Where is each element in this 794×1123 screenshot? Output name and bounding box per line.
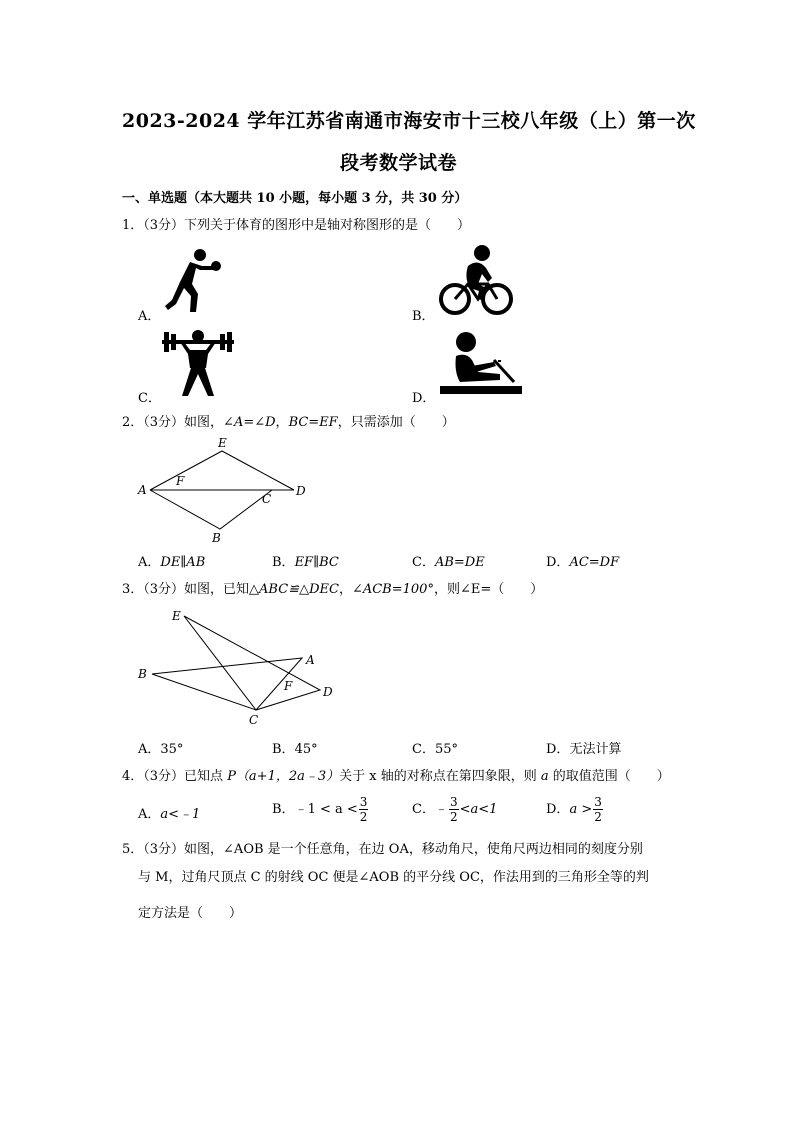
q3-label-f: F [284,679,293,693]
volleyball-player-icon [160,248,224,316]
q2-condition-angles: ∠A=∠D [223,415,276,430]
q2-option-c-letter: C． [412,555,435,570]
q2-condition-sides: BC=EF [288,415,338,430]
q2-option-d-letter: D． [546,555,570,570]
q1-option-c-label: C． [138,391,161,406]
q2-option-c [412,551,485,570]
q4-option-d-denominator: 2 [594,810,602,824]
q1-option-a-label: A． [138,309,161,324]
q2-option-a-letter: A． [138,555,161,570]
q3-label-d: D [323,685,333,699]
q4-option-d-numerator: 3 [594,795,602,809]
q4-option-b-numerator: 3 [359,795,368,809]
q2-figure [132,434,322,546]
q4-option-b-denominator: 2 [359,810,368,824]
q2-label-f: F [176,474,185,488]
q4-variable: a [540,769,549,784]
q3-option-c-letter: C． [412,742,435,757]
question-5-line3: 定方法是（ ） [138,906,243,921]
q4-option-d-inequality: a > [569,802,593,817]
q2-option-d [546,551,619,570]
q3-suffix: ，则∠E=（ ） [433,582,544,597]
section-heading: 一、单选题（本大题共 10 小题，每小题 3 分，共 30 分） [122,191,468,206]
q2-option-a [138,551,205,570]
q3-option-b-text: 45° [294,742,318,757]
q4-option-d [546,795,604,824]
q2-suffix: ，只需添加（ ） [337,415,455,430]
q4-option-a [138,803,200,822]
q1-option-d-label: D． [412,391,436,406]
q3-prefix: 3．（3分）如图，已知 [122,582,250,597]
q4-point: P（a+1，2a﹣3） [227,769,340,784]
q4-option-c-fraction [449,795,459,824]
q2-label-b: B [212,531,221,545]
q2-option-d-text: AC=DF [569,555,620,570]
q4-option-b [272,795,369,824]
q4-option-d-letter: D． [546,802,570,817]
q4-option-b-fraction [359,795,369,824]
q2-triangle-def [150,451,294,490]
q3-option-b-letter: B． [272,742,295,757]
q2-option-b-letter: B． [272,555,295,570]
question-5-line2: 与 M，过角尺顶点 C 的射线 OC 便是∠AOB 的平分线 OC，作法用到的三角形全等的判 [138,870,649,885]
q2-label-c: C [262,492,272,506]
question-1-stem: 1．（3分）下列关于体育的图形中是轴对称图形的是（ ） [122,218,471,233]
question-2-stem [122,409,455,437]
q3-option-c [412,738,458,757]
q3-figure [132,604,342,730]
q3-condition-angle: ∠ACB=100° [351,582,434,597]
q2-option-a-text: DE∥AB [160,555,206,570]
q3-option-d-text: 无法计算 [569,742,622,757]
question-3-stem [122,576,543,604]
q4-middle: 关于 x 轴的对称点在第四象限，则 [339,769,541,784]
q3-option-c-text: 55° [434,742,458,757]
q3-label-c: C [249,713,259,727]
q2-label-a: A [138,483,147,497]
page-title-line2: 段考数学试卷 [340,152,458,174]
q4-option-b-letter: B． [272,802,295,817]
q4-option-c-numerator: 3 [449,795,458,809]
q3-label-e: E [172,609,181,623]
q3-option-d-letter: D． [546,742,570,757]
q4-option-a-text: a<﹣1 [160,807,201,822]
q4-option-a-letter: A． [138,807,161,822]
q4-option-b-inequality: ﹣1 < a < [294,802,358,817]
q2-label-d: D [296,484,306,498]
q2-prefix: 2．（3分）如图， [122,415,224,430]
q4-option-c-minus: ﹣ [434,802,448,817]
q4-option-c-letter: C． [412,802,435,817]
q3-option-a-text: 35° [160,742,184,757]
q4-option-c-denominator: 2 [449,810,458,824]
q2-separator: ， [275,415,289,430]
q1-option-b-label: B． [412,309,435,324]
q2-triangle-abc [150,490,272,529]
q2-option-b-text: EF∥BC [294,555,339,570]
q2-label-e: E [218,436,227,450]
q3-option-b [272,738,318,757]
q3-option-a-letter: A． [138,742,161,757]
q2-option-b [272,551,339,570]
cyclist-icon [438,244,514,316]
weightlifter-icon [162,328,234,398]
rower-icon [438,332,524,398]
q3-label-a: A [306,653,315,667]
q3-label-b: B [138,667,147,681]
q3-option-a [138,738,183,757]
q3-separator: ， [338,582,352,597]
q3-option-d [546,738,621,757]
q4-option-d-fraction [593,795,603,824]
q4-option-c-inequality: <a<1 [459,802,498,817]
question-4-stem [122,763,670,791]
q4-option-c [412,795,497,824]
q4-prefix: 4．（3分）已知点 [122,769,228,784]
q3-condition-congruent: △ABC≌△DEC [249,582,339,597]
q4-suffix: 的取值范围（ ） [548,769,670,784]
question-5-line1: 5．（3分）如图，∠AOB 是一个任意角，在边 OA，移动角尺，使角尺两边相同的刻度分别 [122,842,643,857]
page-title-line1: 2023-2024 学年江苏省南通市海安市十三校八年级（上）第一次 [122,110,696,132]
q2-option-c-text: AB=DE [434,555,485,570]
